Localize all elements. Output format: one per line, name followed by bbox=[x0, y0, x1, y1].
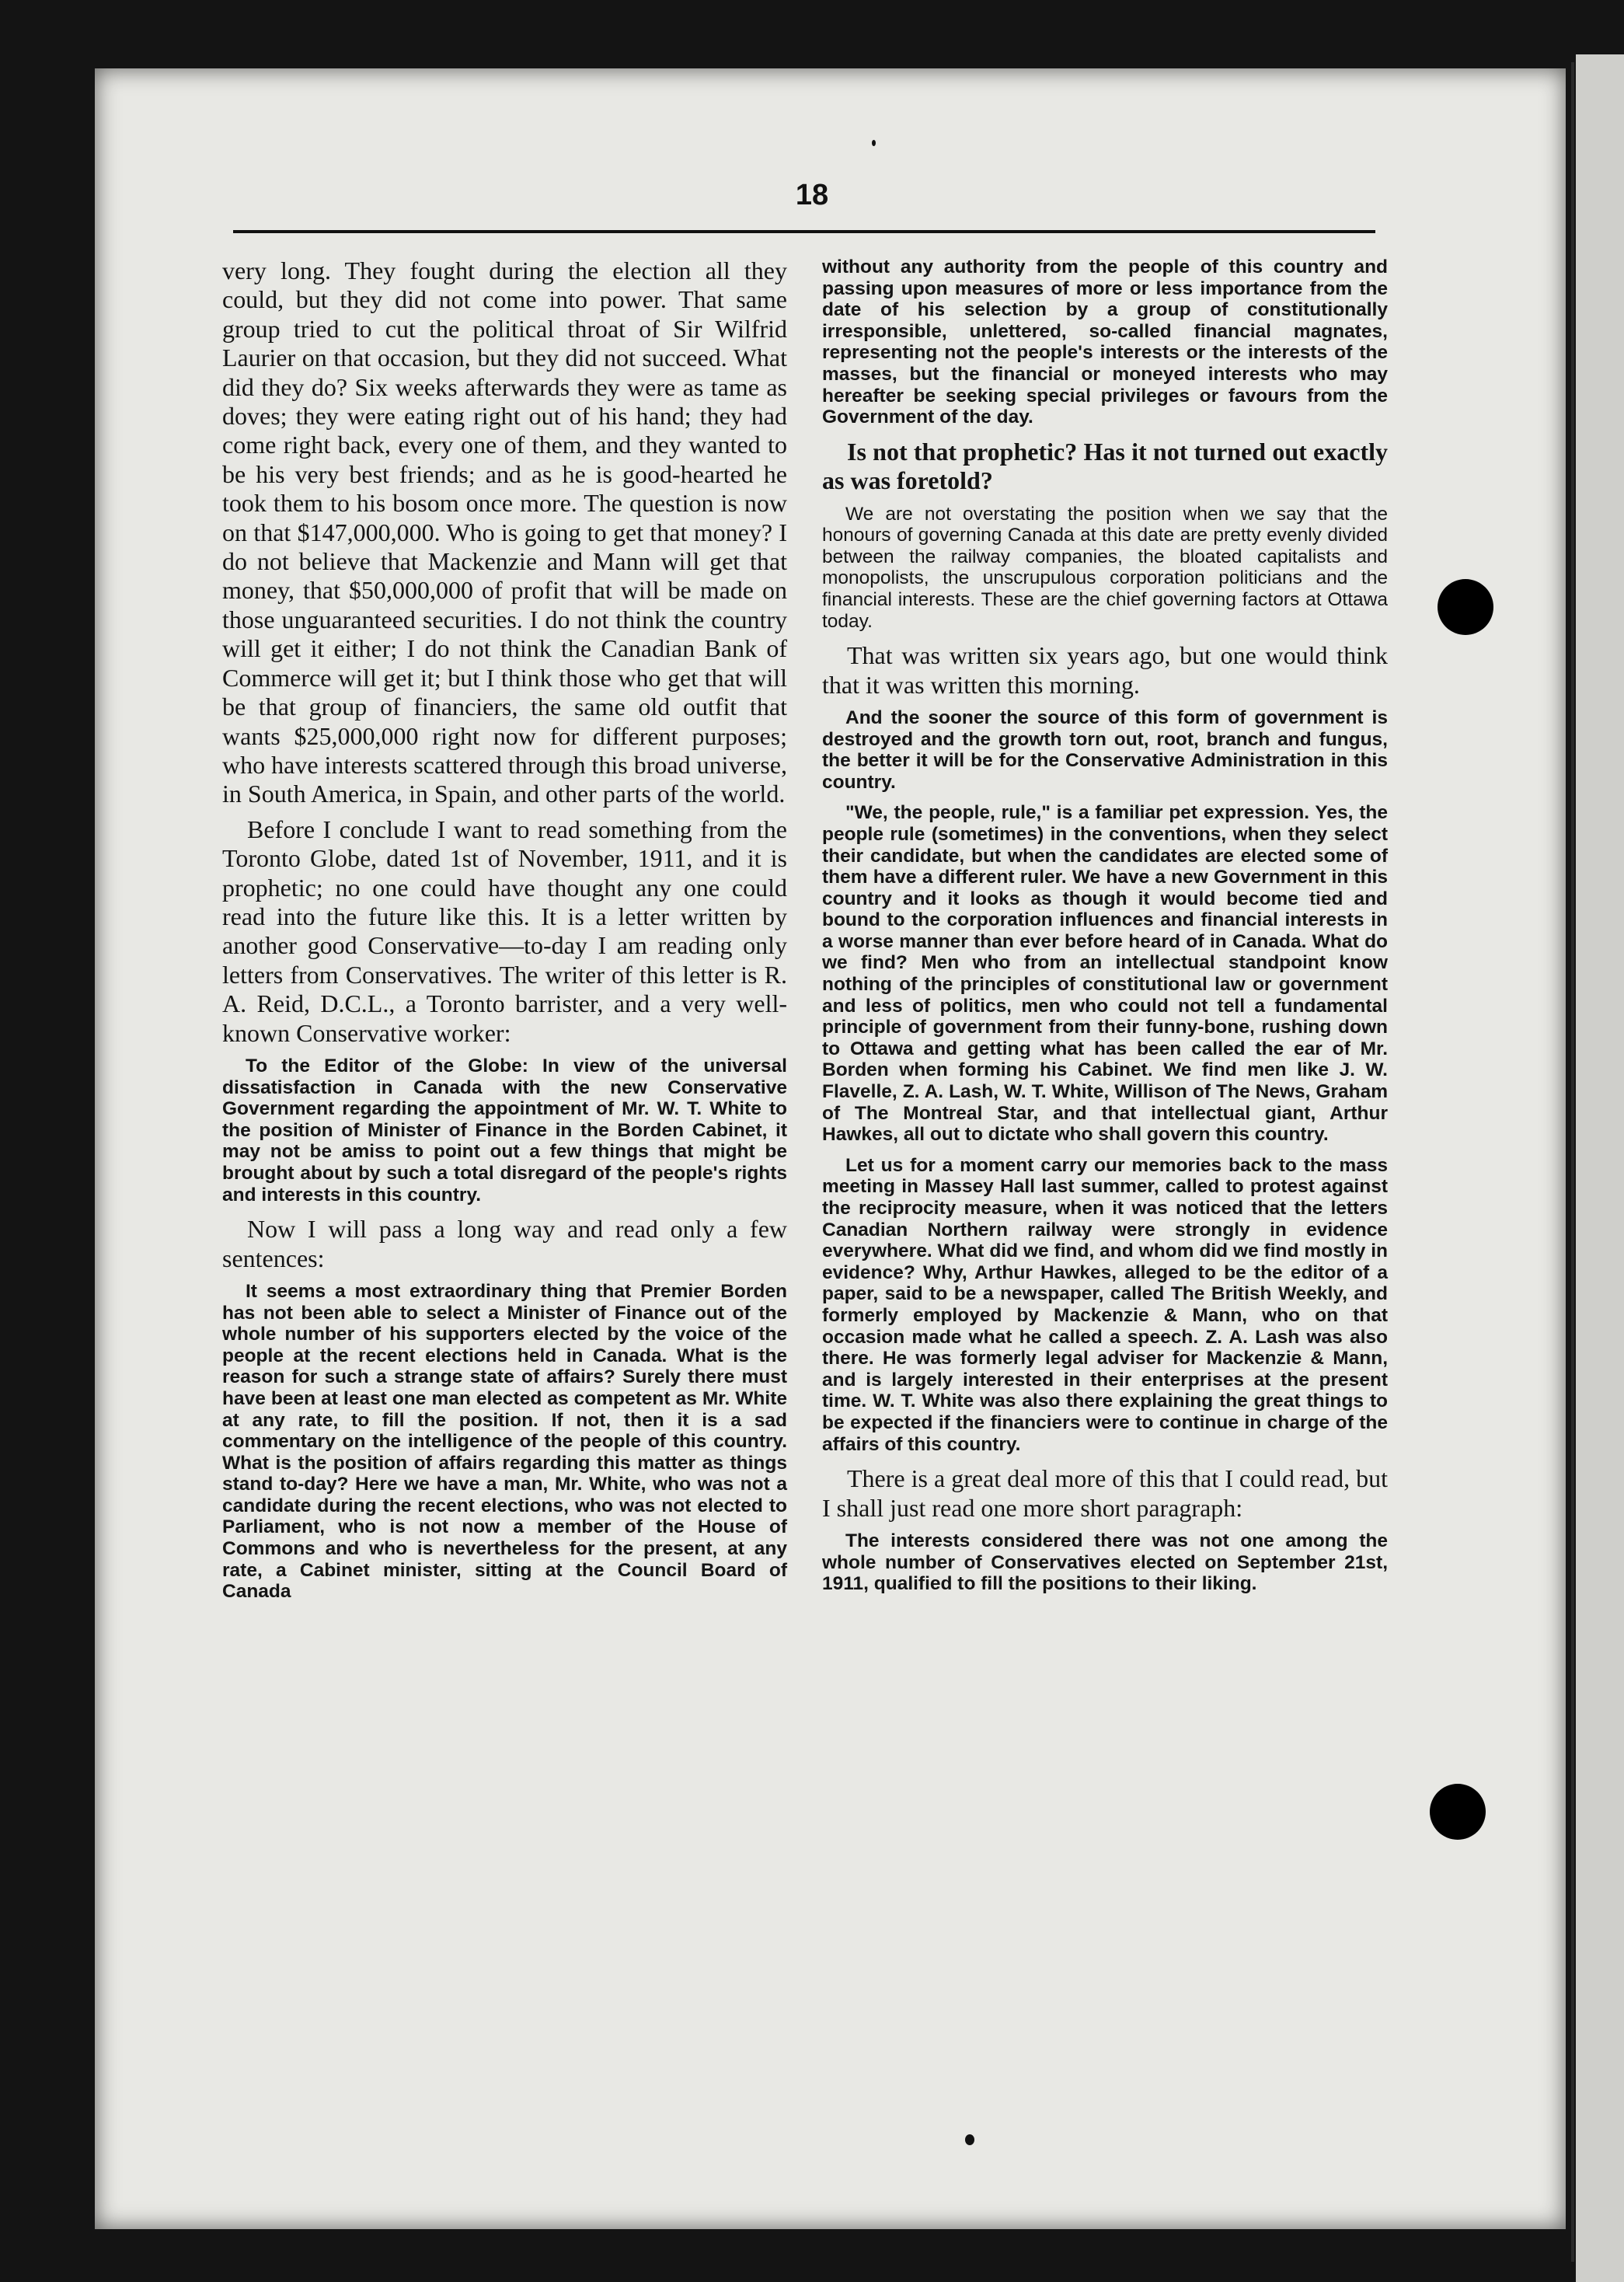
punch-hole-top bbox=[1438, 579, 1493, 635]
quoted-letter-7: Let us for a moment carry our memories back to the mass meeting in Massey Hall last summer, called to protest against the reciprocity measure, when it was noticed that the letters Canadian Northern railway were strongly in evidence everywhere. What did we find, and whom did we find mostly in evidence? Why, Arthur Hawkes, alleged to be the editor of a paper, said to be a newspaper, called The British Weekly, and formerly employed by Mackenzie & Mann, who on that occasion made what he called a speech. Z. A. Lash was also there. He was formerly legal adviser for Mackenzie & Mann, and is largely interested in their enterprises at the present time. W. T. White was also there explaining the great things to be expected if the financiers were to continue in charge of the affairs of this country. bbox=[822, 1154, 1388, 1455]
quoted-letter-8: The interests considered there was not one among the whole number of Conservatives elected on September 21st, 1911, qualified to fill the positions to their liking. bbox=[822, 1530, 1388, 1595]
right-column bbox=[822, 256, 1388, 1604]
quoted-letter-2: It seems a most extraordinary thing that Premier Borden has not been able to select a Minister of Finance out of the whole number of his supporters elected by the voice of the people at the recent elections held in Canada. What is the reason for such a strange state of affairs? Surely there must have been at least one man elected as competent as Mr. White at any rate, to fill the position. If not, then it is a sad commentary on the intelligence of the people of this country. What is the position of affairs regarding this matter as things stand to-day? Here we have a man, Mr. White, who was not a candidate during the recent elections, who was not elected to Parliament, who is not now a member of the House of Commons and who is nevertheless for the present, at any rate, a Cabinet minister, sitting at the Council Board of Canada bbox=[222, 1280, 787, 1603]
adjacent-page-edge bbox=[1576, 54, 1624, 2282]
binding-edge-line bbox=[1571, 62, 1574, 2262]
speech-paragraph-1: very long. They fought during the election all they could, but they did not come into power. That same group tried to cut the political throat of Sir Wilfrid Laurier on that occasion, but they did not succeed. What did they do? Six weeks afterwards they were as tame as doves; they were eating right out of his hand; they had come right back, every one of them, and they wanted to be his very best friends; and as he is good-hearted he took them to his bosom once more. The question is now on that $147,000,000. Who is going to get that money? I do not believe that Mackenzie and Mann will get that money, that $50,000,000 of profit that will be made on those unguaranteed securities. I do not think the country will get it either; I do not think the Canadian Bank of Commerce will get it; but I think those who get that will be that group of financiers, the same old outfit that wants $25,000,000 right now for different purposes; who have interests scattered through this broad universe, in South America, in Spain, and other parts of the world. bbox=[222, 256, 787, 808]
quoted-letter-4: We are not overstating the position when we say that the honours of governing Canada at this date are pretty evenly divided between the railway companies, the bloated capitalists and monopolists, the unscrupulous corporation politicians and the financial interests. These are the chief governing factors at Ottawa today. bbox=[822, 503, 1388, 632]
ink-speck bbox=[965, 2134, 974, 2145]
ink-speck bbox=[872, 140, 876, 146]
speech-paragraph-5: That was written six years ago, but one would think that it was written this morning. bbox=[822, 641, 1388, 699]
left-column bbox=[222, 256, 787, 1612]
quoted-letter-6: "We, the people, rule," is a familiar pet expression. Yes, the people rule (sometimes) in the conventions, when they select their candidate, but when the candidates are elected some of them have a different ruler. We have a new Government in this country and it looks as though it would become tied and bound to the corporation influences and financial interests in a worse manner than ever before heard of in Canada. What do we find? Men who from an intellectual standpoint know nothing of the principles of constitutional law or government and less of politics, men who could not tell a fundamental principle of government from their funny-bone, rushing down to Ottawa and getting what has been called the ear of Mr. Borden when forming his Cabinet. We find men like J. W. Flavelle, Z. A. Lash, W. T. White, Willison of The News, Graham of The Montreal Star, and that intellectual giant, Arthur Hawkes, all out to dictate who shall govern this country. bbox=[822, 802, 1388, 1146]
speech-paragraph-4: Is not that prophetic? Has it not turned out exactly as was foretold? bbox=[822, 437, 1388, 495]
quoted-letter-3: without any authority from the people of this country and passing upon measures of more or less importance from the date of his selection by a group of constitutionally irresponsible, unlettered, so-called financial magnates, representing not the people's interests or the interests of the masses, but the financial or moneyed interests who may hereafter be seeking special privileges or favours from the Government of the day. bbox=[822, 256, 1388, 428]
speech-paragraph-2: Before I conclude I want to read something from the Toronto Globe, dated 1st of November, 1911, and it is prophetic; no one could have thought any one could read into the future like this. It is a letter written by another good Conservative—to-day I am reading only letters from Conservatives. The writer of this letter is R. A. Reid, D.C.L., a Toronto barrister, and a very well-known Conservative worker: bbox=[222, 815, 787, 1047]
header-rule bbox=[233, 230, 1375, 233]
quoted-letter-5: And the sooner the source of this form of government is destroyed and the growth torn out, root, branch and fungus, the better it will be for the Conservative Administration in this country. bbox=[822, 707, 1388, 793]
speech-paragraph-6: There is a great deal more of this that I could read, but I shall just read one more short paragraph: bbox=[822, 1464, 1388, 1522]
page-number: 18 bbox=[795, 179, 829, 211]
speech-paragraph-3: Now I will pass a long way and read only a few sentences: bbox=[222, 1215, 787, 1272]
quoted-letter-1: To the Editor of the Globe: In view of the universal dissatisfaction in Canada with the new Conservative Government regarding the appointment of Mr. W. T. White to the position of Minister of Finance in the Borden Cabinet, it may not be amiss to point out a few things that might be brought about by such a total disregard of the people's rights and interests in this country. bbox=[222, 1055, 787, 1206]
punch-hole-bottom bbox=[1430, 1784, 1486, 1840]
